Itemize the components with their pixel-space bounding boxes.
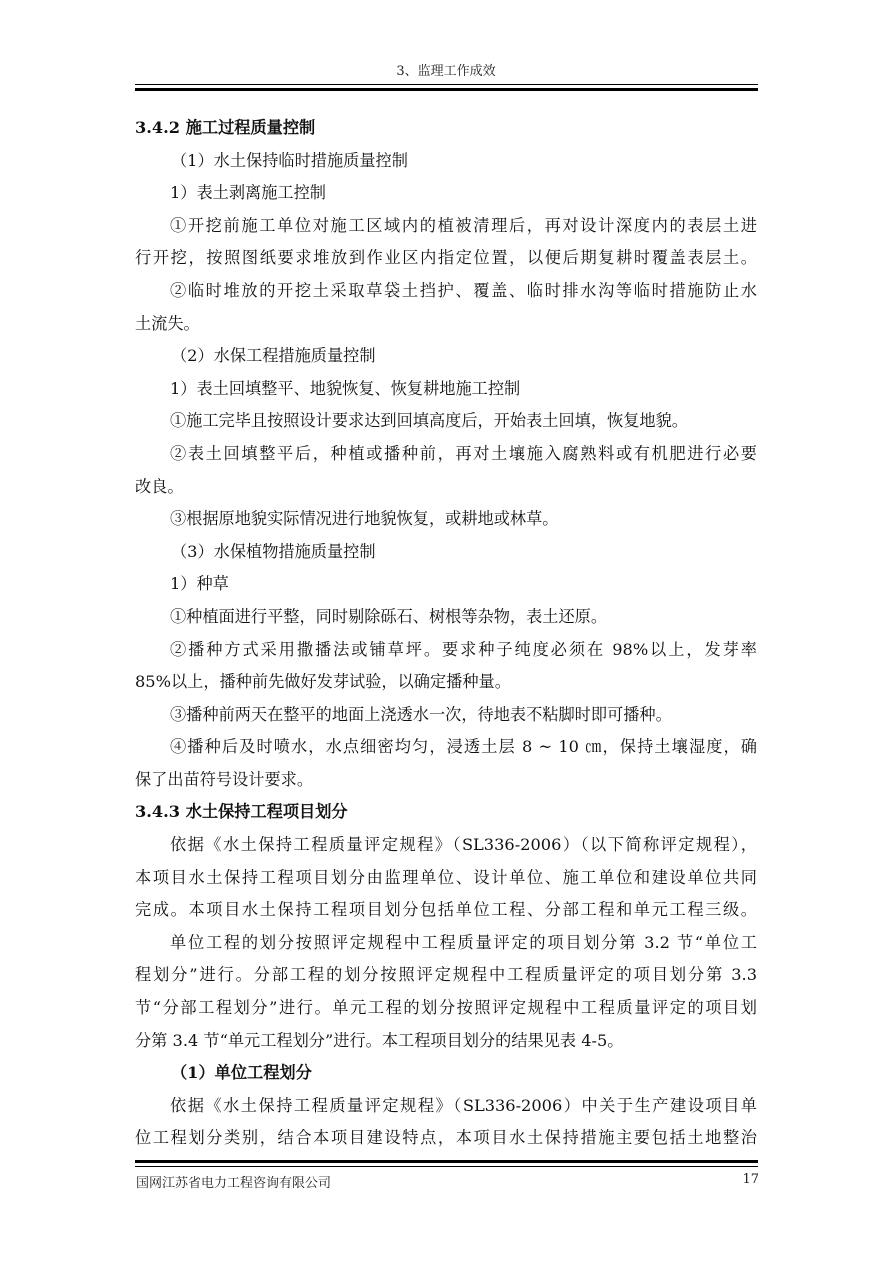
section-heading-3-4-2: 3.4.2 施工过程质量控制 bbox=[135, 118, 316, 137]
header-rule-thin bbox=[135, 84, 758, 85]
paragraph-line: 改良。 bbox=[135, 476, 184, 496]
footer-rule-thin bbox=[135, 1166, 758, 1167]
paragraph-line: 节“分部工程划分”进行。单元工程的划分按照评定规程中工程质量评定的项目划 bbox=[135, 998, 757, 1018]
paragraph-line: ①开挖前施工单位对施工区域内的植被清理后，再对设计深度内的表层土进 bbox=[170, 215, 757, 235]
paragraph-line: 完成。本项目水土保持工程项目划分包括单位工程、分部工程和单元工程三级。 bbox=[135, 900, 757, 920]
body-text bbox=[135, 112, 757, 1155]
item-backfill-control: 1）表土回填整平、地貌恢复、恢复耕地施工控制 bbox=[170, 378, 521, 398]
paragraph-line: ③根据原地貌实际情况进行地貌恢复，或耕地或林草。 bbox=[170, 509, 559, 529]
paragraph-line: 分第 3.4 节“单元工程划分”进行。本工程项目划分的结果见表 4-5。 bbox=[135, 1030, 624, 1050]
subheading-temporary-measures: （1）水土保持临时措施质量控制 bbox=[171, 150, 408, 170]
paragraph-line: 本项目水土保持工程项目划分由监理单位、设计单位、施工单位和建设单位共同 bbox=[135, 867, 757, 887]
paragraph-line: ①施工完毕且按照设计要求达到回填高度后，开始表土回填，恢复地貌。 bbox=[170, 411, 688, 431]
paragraph-line: 单位工程的划分按照评定规程中工程质量评定的项目划分第 3.2 节“单位工 bbox=[170, 932, 757, 952]
item-grass-planting: 1）种草 bbox=[170, 574, 229, 594]
paragraph-line: 行开挖，按照图纸要求堆放到作业区内指定位置，以便后期复耕时覆盖表层土。 bbox=[135, 248, 757, 268]
paragraph-line: 土流失。 bbox=[135, 313, 200, 333]
paragraph-line: 保了出苗符号设计要求。 bbox=[135, 769, 314, 789]
page-number: 17 bbox=[742, 1172, 759, 1187]
paragraph-line: ②播种方式采用撒播法或铺草坪。要求种子纯度必须在 98%以上，发芽率 bbox=[170, 639, 757, 659]
header-rule-thick bbox=[135, 88, 758, 91]
item-topsoil-stripping: 1）表土剥离施工控制 bbox=[170, 183, 326, 203]
paragraph-line: ②表土回填整平后，种植或播种前，再对土壤施入腐熟料或有机肥进行必要 bbox=[170, 443, 757, 463]
subheading-plant-measures: （3）水保植物措施质量控制 bbox=[171, 541, 376, 561]
paragraph-line: 85%以上，播种前先做好发芽试验，以确定播种量。 bbox=[135, 672, 511, 692]
subheading-unit-engineering: （1）单位工程划分 bbox=[171, 1063, 312, 1083]
section-heading-3-4-3: 3.4.3 水土保持工程项目划分 bbox=[135, 802, 348, 822]
paragraph-line: 位工程划分类别，结合本项目建设特点，本项目水土保持措施主要包括土地整治 bbox=[135, 1128, 757, 1148]
paragraph-line: ②临时堆放的开挖土采取草袋土挡护、覆盖、临时排水沟等临时措施防止水 bbox=[170, 280, 757, 300]
paragraph-line: ③播种前两天在整平的地面上浇透水一次，待地表不粘脚时即可播种。 bbox=[170, 704, 672, 724]
paragraph-line: 程划分”进行。分部工程的划分按照评定规程中工程质量评定的项目划分第 3.3 bbox=[135, 965, 757, 985]
subheading-engineering-measures: （2）水保工程措施质量控制 bbox=[171, 346, 376, 366]
paragraph-line: 依据《水土保持工程质量评定规程》（SL336-2006）（以下简称评定规程）， bbox=[170, 835, 757, 855]
footer-company-name: 国网江苏省电力工程咨询有限公司 bbox=[136, 1176, 332, 1191]
paragraph-line: ①种植面进行平整，同时剔除砾石、树根等杂物，表土还原。 bbox=[170, 606, 608, 626]
footer-rule-thick bbox=[135, 1160, 758, 1163]
paragraph-line: ④播种后及时喷水，水点细密均匀，浸透土层 8 ~ 10 ㎝，保持土壤湿度，确 bbox=[170, 737, 757, 757]
paragraph-line: 依据《水土保持工程质量评定规程》（SL336-2006）中关于生产建设项目单 bbox=[170, 1095, 757, 1115]
running-header-title: 3、监理工作成效 bbox=[396, 64, 496, 79]
